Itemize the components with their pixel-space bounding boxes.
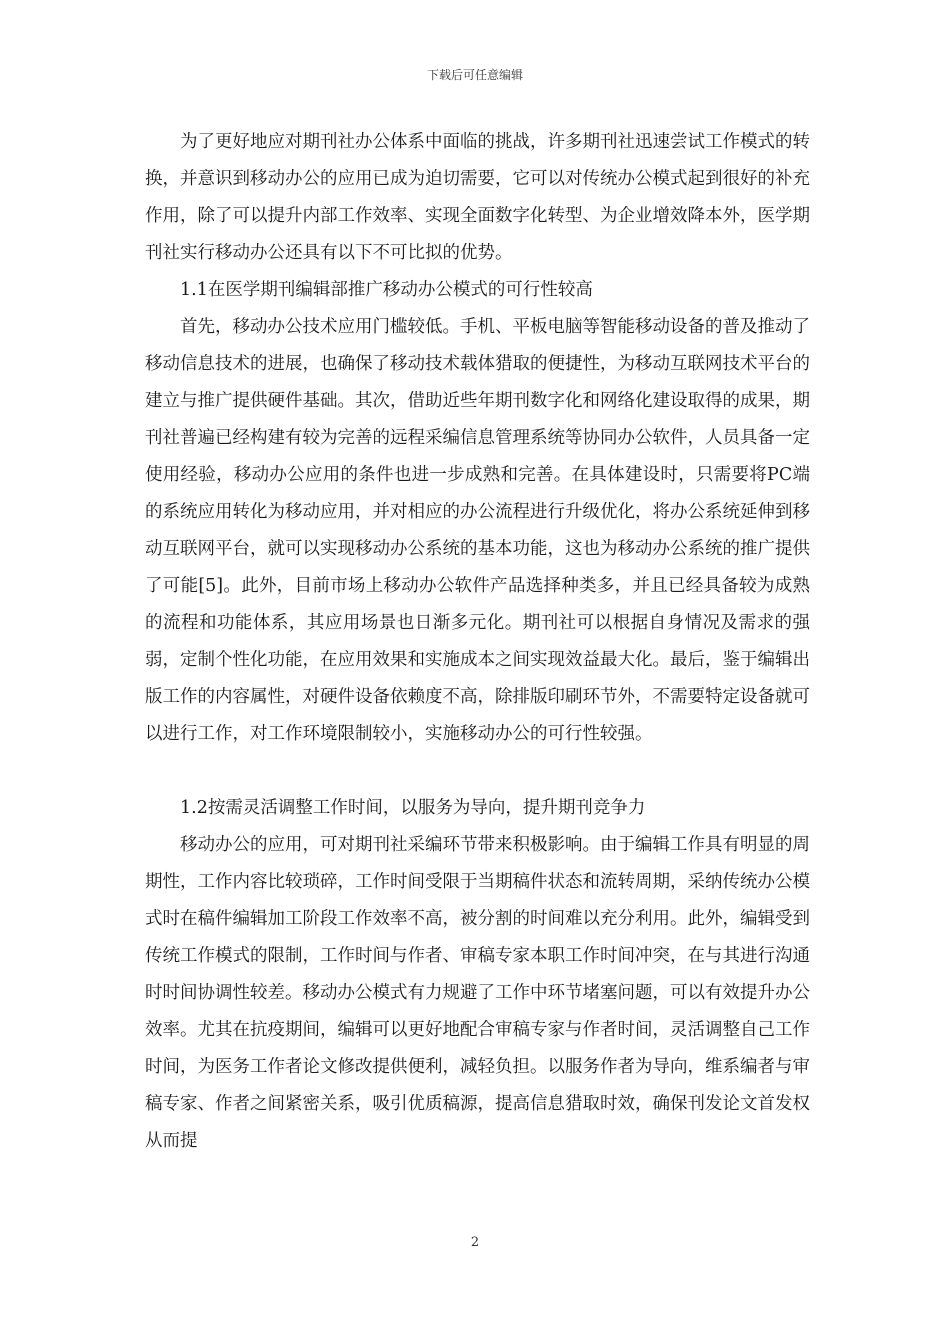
- paragraph-intro: 为了更好地应对期刊社办公体系中面临的挑战，许多期刊社迅速尝试工作模式的转换，并意识到移动办公的应用已成为迫切需要，它可以对传统办公模式起到很好的补充作用，除了可以提升内部工作效率、实现全面数字化转型、为企业增效降本外，医学期刊社实行移动办公还具有以下不可比拟的优势。: [145, 132, 810, 263]
- paragraph-flexible-time: 移动办公的应用，可对期刊社采编环节带来积极影响。由于编辑工作具有明显的周期性，工作内容比较琐碎，工作时间受限于当期稿件状态和流转周期，采纳传统办公模式时在稿件编辑加工阶段工作效率不高，被分割的时间难以充分利用。此外，编辑受到传统工作模式的限制，工作时间与作者、审稿专家本职工作时间冲突，在与其进行沟通时时间协调性较差。移动办公模式有力规避了工作中环节堵塞问题，可以有效提升办公效率。尤其在抗疫期间，编辑可以更好地配合审稿专家与作者时间，灵活调整自己工作时间，为医务工作者论文修改提供便利，减轻负担。以服务作者为导向，维系编者与审稿专家、作者之间紧密关系，吸引优质稿源，提高信息猎取时效，确保刊发论文首发权从而提: [145, 835, 810, 1151]
- document-body: [145, 124, 810, 1160]
- section-heading-1-1: 1.1在医学期刊编辑部推广移动办公模式的可行性较高: [180, 280, 593, 300]
- paragraph-feasibility: 首先，移动办公技术应用门槛较低。手机、平板电脑等智能移动设备的普及推动了移动信息技术的进展，也确保了移动技术载体猎取的便捷性，为移动互联网技术平台的建立与推广提供硬件基础。其次，借助近些年期刊数字化和网络化建设取得的成果，期刊社普遍已经构建有较为完善的远程采编信息管理系统等协同办公软件，人员具备一定使用经验，移动办公应用的条件也进一步成熟和完善。在具体建设时，只需要将PC端的系统应用转化为移动应用，并对相应的办公流程进行升级优化，将办公系统延伸到移动互联网平台，就可以实现移动办公系统的基本功能，这也为移动办公系统的推广提供了可能[5]。此外，目前市场上移动办公软件产品选择种类多，并且已经具备较为成熟的流程和功能体系，其应用场景也日渐多元化。期刊社可以根据自身情况及需求的强弱，定制个性化功能，在应用效果和实施成本之间实现效益最大化。最后，鉴于编辑出版工作的内容属性，对硬件设备依赖度不高，除排版印刷环节外，不需要特定设备就可以进行工作，对工作环境限制较小，实施移动办公的可行性较强。: [145, 317, 810, 744]
- page-header: 下载后可任意编辑: [426, 68, 523, 82]
- page-number: 2: [470, 1235, 480, 1250]
- section-heading-1-2: 1.2按需灵活调整工作时间，以服务为导向，提升期刊竞争力: [180, 798, 646, 818]
